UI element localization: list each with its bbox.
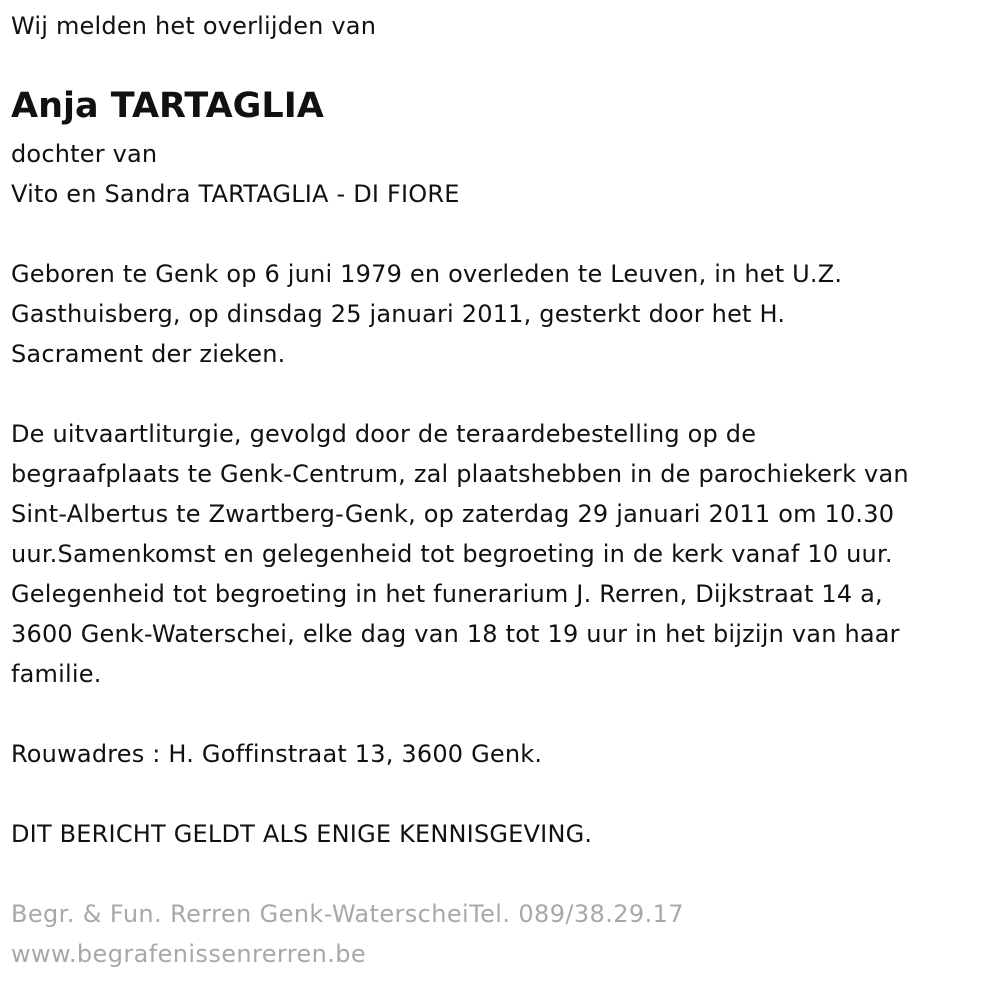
parents-block xyxy=(11,134,460,214)
mourning-address-block xyxy=(11,734,542,774)
website-link[interactable]: www.begrafenissenrerren.be xyxy=(11,940,367,968)
parents-names: Vito en Sandra TARTAGLIA - DI FIORE xyxy=(11,180,460,208)
paragraph-line: 3600 Genk-Waterschei, elke dag van 18 tot 19 uur in het bijzijn van haar xyxy=(11,620,900,648)
undertaker-info: Begr. & Fun. Rerren Genk-WaterscheiTel. 089/38.29.17 xyxy=(11,900,684,928)
mourning-address: Rouwadres : H. Goffinstraat 13, 3600 Genk. xyxy=(11,740,543,768)
funeral-paragraph xyxy=(11,414,909,694)
paragraph-line: De uitvaartliturgie, gevolgd door de teraardebestelling op de xyxy=(11,420,757,448)
notice-block xyxy=(11,814,592,854)
paragraph-line: Sint-Albertus te Zwartberg-Genk, op zaterdag 29 januari 2011 om 10.30 xyxy=(11,500,895,528)
notice-text: DIT BERICHT GELDT ALS ENIGE KENNISGEVING. xyxy=(11,820,593,848)
paragraph-line: uur.Samenkomst en gelegenheid tot begroeting in de kerk vanaf 10 uur. xyxy=(11,540,893,568)
intro-text: Wij melden het overlijden van xyxy=(11,12,377,40)
footer xyxy=(11,894,684,974)
paragraph-line: Geboren te Genk op 6 juni 1979 en overleden te Leuven, in het U.Z. xyxy=(11,260,843,288)
paragraph-line: begraafplaats te Genk-Centrum, zal plaatshebben in de parochiekerk van xyxy=(11,460,909,488)
relation-text: dochter van xyxy=(11,140,158,168)
paragraph-line: familie. xyxy=(11,660,102,688)
paragraph-line: Gasthuisberg, op dinsdag 25 januari 2011, gesterkt door het H. xyxy=(11,300,786,328)
paragraph-line: Sacrament der zieken. xyxy=(11,340,286,368)
paragraph-line: Gelegenheid tot begroeting in het funerarium J. Rerren, Dijkstraat 14 a, xyxy=(11,580,883,608)
birth-death-paragraph xyxy=(11,254,842,374)
deceased-name: Anja TARTAGLIA xyxy=(11,86,324,126)
